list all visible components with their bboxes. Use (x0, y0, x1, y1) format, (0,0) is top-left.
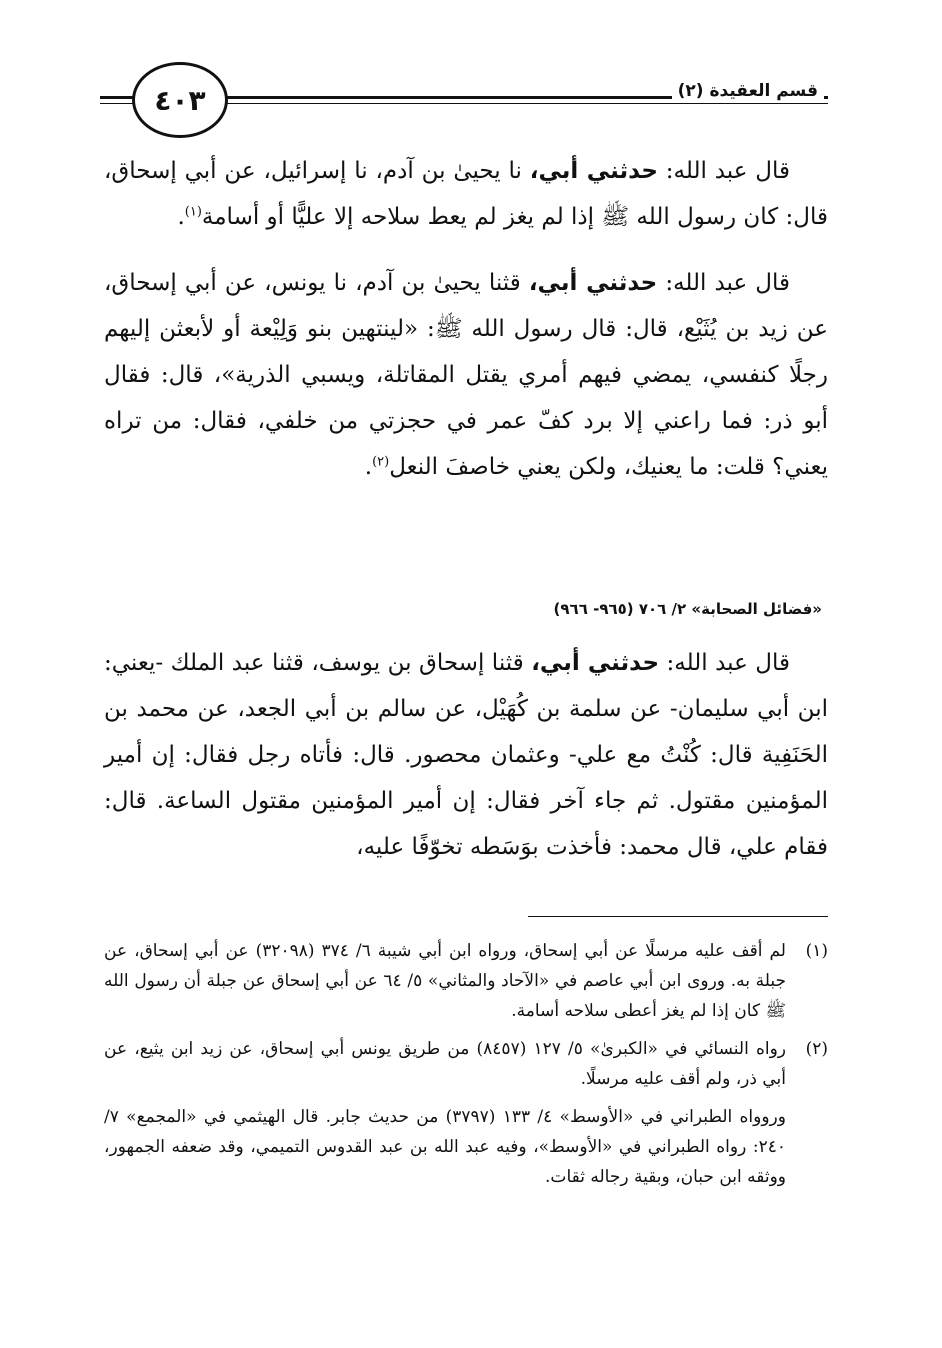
footnote-text: رواه النسائي في «الكبرىٰ» ٥/ ١٢٧ (٨٤٥٧) من طريق يونس أبي إسحاق، عن زيد ابن يثيع، عن أبي ذر، ولم أقف عليه مرسلًا. (104, 1039, 786, 1089)
paragraph-lead: قال عبد الله: (665, 158, 790, 184)
paragraph-end: . (364, 454, 373, 480)
paragraph-1 (104, 148, 828, 240)
paragraph-bold: حدثني أبي، (529, 158, 658, 184)
footnotes (104, 936, 828, 1192)
footnote-ref[interactable]: (٢) (372, 454, 390, 470)
main-text (104, 148, 828, 490)
footnote-number: (٢) (805, 1039, 828, 1059)
footnote-2-continuation: وروواه الطبراني في «الأوسط» ٤/ ١٣٣ (٣٧٩٧) من حديث جابر. قال الهيثمي في «المجمع» ٧/ ٢٤٠: رواه الطبراني في «الأوسط»، وفيه عبد الله بن عبد القدوس التميمي، وقد ضعفه الجمهور، ووثقه ابن حبان، وبقية رجاله ثقات. (104, 1107, 786, 1187)
running-title: قسم العقيدة (٢) (672, 81, 824, 101)
footnote-2 (104, 1034, 828, 1094)
source-reference: «فضائل الصحابة» ٢/ ٧٠٦ (٩٦٥- ٩٦٦) (553, 600, 822, 618)
paragraph-text: قثنا يحيىٰ بن آدم، نا يونس، عن أبي إسحاق، عن زيد بن يُثَيْع، قال: قال رسول الله ﷺ: «لينتهين بنو وَلِيْعة أو لأبعثن إليهم رجلًا كنفسي، يمضي فيهم أمري يقتل المقاتلة، ويسبي الذرية»، قال: فقال أبو ذر: فما راعني إلا برد كفّ عمر في حجزتي من خلفي، فقال: من تراه يعني؟ قلت: ما يعنيك، ولكن يعني خاصفَ النعل (104, 270, 828, 480)
footnote-text: لم أقف عليه مرسلًا عن أبي إسحاق، ورواه ابن أبي شيبة ٦/ ٣٧٤ (٣٢٠٩٨) عن أبي إسحاق، عن جبلة به. وروى ابن أبي عاصم في «الآحاد والمثاني» ٥/ ٦٤ عن أبي إسحاق عن جبلة أن رسول الله ﷺ كان إذا لم يغز أعطى سلاحه أسامة. (104, 941, 787, 1021)
footnote-ref[interactable]: (١) (184, 204, 202, 220)
header-rule-right-thin (216, 103, 828, 104)
paragraph-end: . (177, 204, 185, 230)
footnote-1 (104, 936, 828, 1026)
page-number: ٤٠٣ (132, 62, 228, 138)
paragraph-lead: قال عبد الله: (665, 270, 790, 296)
paragraph-bold: حدثني أبي، (528, 270, 658, 296)
paragraph-text: قثنا إسحاق بن يوسف، قثنا عبد الملك -يعني: ابن أبي سليمان- عن سلمة بن كُهَيْل، عن سالم بن أبي الجعد، عن محمد بن الحَنَفِية قال: كُنْتُ مع علي- وعثمان محصور. قال: فأتاه رجل فقال: إن أمير المؤمنين مقتول. ثم جاء آخر فقال: إن أمير المؤمنين مقتول الساعة. قال: فقام علي، قال محمد: فأخذت بوَسَطه تخوّفًا عليه، (104, 650, 828, 860)
paragraph-bold: حدثني أبي، (531, 650, 660, 676)
footnote-separator (528, 916, 828, 917)
main-text-2 (104, 640, 828, 870)
footnote-number: (١) (805, 941, 828, 961)
paragraph-3 (104, 640, 828, 870)
paragraph-2 (104, 260, 828, 490)
paragraph-text: نا يحيىٰ بن آدم، نا إسرائيل، عن أبي إسحاق، قال: كان رسول الله ﷺ إذا لم يغز لم يعط سلاحه إلا عليًّا أو أسامة (104, 158, 828, 230)
paragraph-lead: قال عبد الله: (666, 650, 791, 676)
